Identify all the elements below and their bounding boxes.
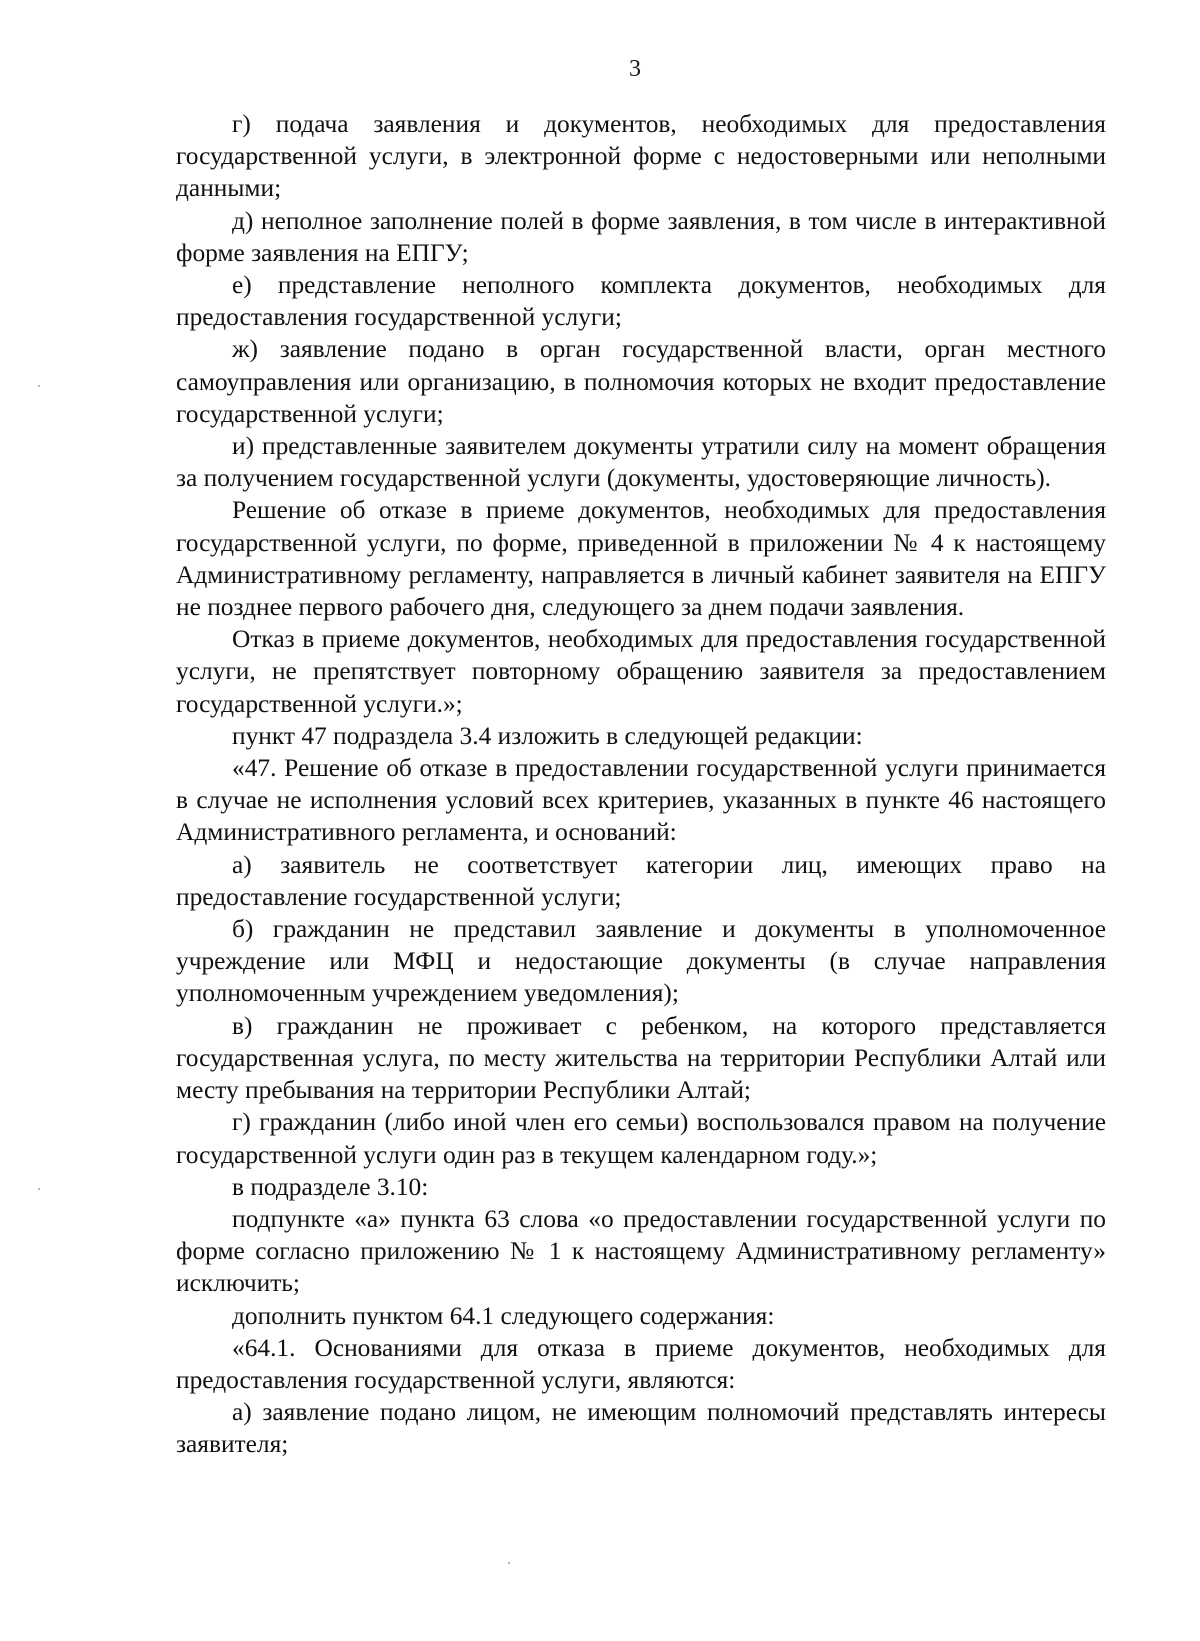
paragraph-item-i: и) представленные заявителем документы утратили силу на момент обращения за получением государственной услуги (документы, удостоверяющие личность).: [176, 432, 1106, 493]
paragraph-clause-47-v: в) гражданин не проживает с ребенком, на которого представляется государственная услуга, по месту жительства на территории Республики Алтай или месту пребывания на территории Республики Алтай;: [176, 1011, 1106, 1105]
paragraph-item-e: е) представление неполного комплекта документов, необходимых для предоставления государственной услуги;: [176, 271, 1106, 332]
paragraph-clause-64-1-a: а) заявление подано лицом, не имеющим полномочий представлять интересы заявителя;: [176, 1398, 1106, 1459]
scan-artifact: [38, 1188, 40, 1190]
paragraph-item-g: г) подача заявления и документов, необходимых для предоставления государственной услуги, в электронной форме с недостоверными или неполными данными;: [176, 110, 1106, 203]
paragraph-refusal-decision: Решение об отказе в приеме документов, необходимых для предоставления государственной услуги, по форме, приведенной в приложении № 4 к настоящему Административному регламенту, направляется в личный кабинет заявителя на ЕПГУ не позднее первого рабочего дня, следующего за днем подачи заявления.: [176, 496, 1106, 622]
paragraph-clause-47-b: б) гражданин не представил заявление и документы в уполномоченное учреждение или МФЦ и недостающие документы (в случае направления уполномоченным учреждением уведомления);: [176, 915, 1106, 1008]
paragraph-clause-63: подпункте «а» пункта 63 слова «о предоставлении государственной услуги по форме согласно приложению № 1 к настоящему Административному регламенту» исключить;: [176, 1204, 1106, 1298]
document-body: [176, 108, 1106, 1461]
paragraph-subsection-3-10: в подразделе 3.10:: [232, 1172, 429, 1201]
paragraph-refusal-no-obstacle: Отказ в приеме документов, необходимых для предоставления государственной услуги, не препятствует повторному обращению заявителя за предоставлением государственной услуги.»;: [176, 625, 1106, 718]
paragraph-item-zh: ж) заявление подано в орган государственной власти, орган местного самоуправления или организацию, в полномочия которых не входит предоставление государственной услуги;: [176, 335, 1106, 428]
paragraph-clause-47-a: а) заявитель не соответствует категории лиц, имеющих право на предоставление государственной услуги;: [176, 850, 1106, 911]
paragraph-add-64-1: дополнить пунктом 64.1 следующего содержания:: [232, 1301, 775, 1330]
page-number: 3: [629, 56, 641, 82]
paragraph-clause-64-1: «64.1. Основаниями для отказа в приеме документов, необходимых для предоставления государственной услуги, являются:: [176, 1333, 1106, 1394]
paragraph-item-d: д) неполное заполнение полей в форме заявления, в том числе в интерактивной форме заявления на ЕПГУ;: [176, 206, 1106, 267]
paragraph-clause-47-g: г) гражданин (либо иной член его семьи) воспользовался правом на получение государственной услуги один раз в текущем календарном году.»;: [176, 1108, 1106, 1169]
paragraph-clause-47: «47. Решение об отказе в предоставлении государственной услуги принимается в случае не исполнения условий всех критериев, указанных в пункте 46 настоящего Административного регламента, и оснований:: [176, 754, 1106, 847]
scan-artifact: [508, 1562, 510, 1564]
scan-artifact: [38, 385, 40, 387]
paragraph-amend-47: пункт 47 подраздела 3.4 изложить в следующей редакции:: [232, 721, 863, 750]
